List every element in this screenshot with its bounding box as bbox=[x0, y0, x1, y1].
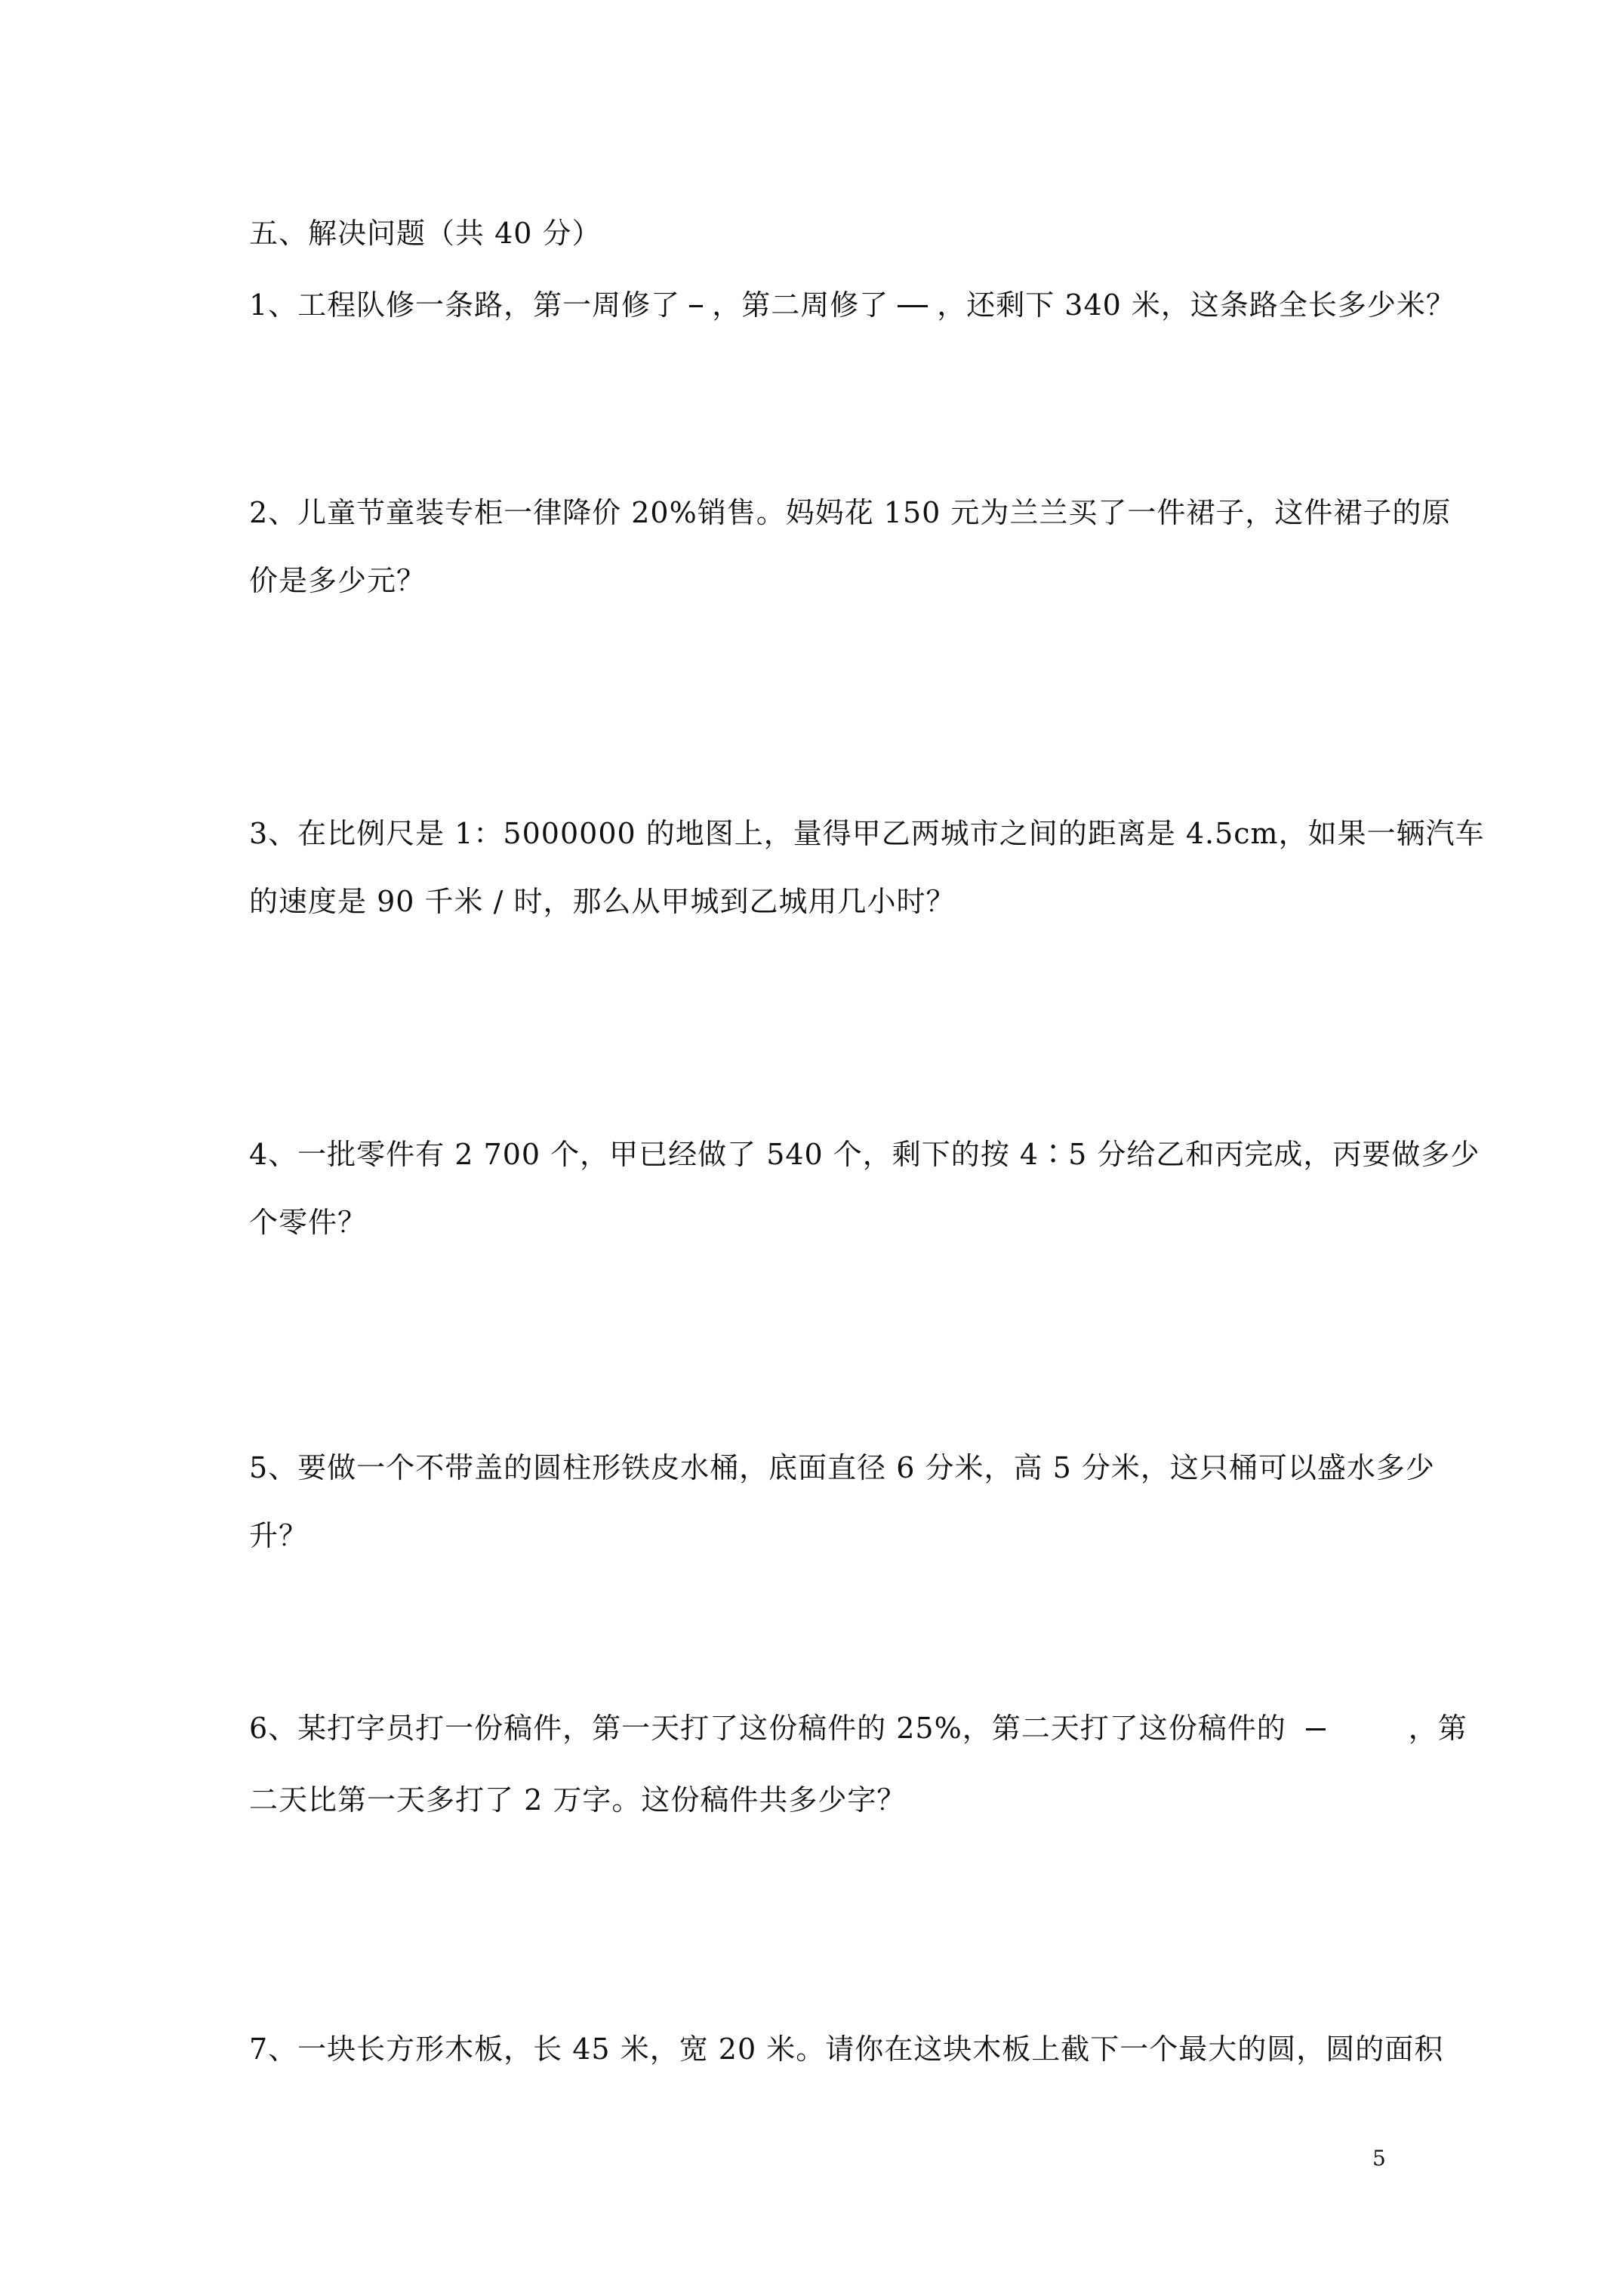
question-4-line-1: 4、一批零件有 2 700 个，甲已经做了 540 个，剩下的按 4∶5 分给乙和丙完成，丙要做多少 bbox=[249, 1138, 1480, 1171]
fraction-placeholder-2 bbox=[898, 305, 928, 307]
question-7-line-1: 7、一块长方形木板，长 45 米，宽 20 米。请你在这块木板上截下一个最大的圆，圆的面积 bbox=[249, 2032, 1444, 2066]
question-5-line-2: 升？ bbox=[249, 1519, 309, 1552]
question-1-text-c: ，还剩下 340 米，这条路全长多少米？ bbox=[937, 288, 1455, 322]
question-1-text-a: 1、工程队修一条路，第一周修了 bbox=[249, 288, 681, 322]
question-1 bbox=[249, 287, 1455, 323]
question-2-line-1: 2、儿童节童装专柜一律降价 20%销售。妈妈花 150 元为兰兰买了一件裙子，这件裙子的原 bbox=[249, 496, 1452, 529]
page-number: 5 bbox=[1372, 2146, 1386, 2171]
question-5-line-1: 5、要做一个不带盖的圆柱形铁皮水桶，底面直径 6 分米，高 5 分米，这只桶可以盛水多少 bbox=[249, 1451, 1435, 1484]
question-3-line-1: 3、在比例尺是 1：5000000 的地图上，量得甲乙两城市之间的距离是 4.5cm，如果一辆汽车 bbox=[249, 817, 1485, 850]
question-6-text-b: ，第 bbox=[1408, 1712, 1467, 1745]
question-3-line-2: 的速度是 90 千米 / 时，那么从甲城到乙城用几小时？ bbox=[249, 885, 956, 918]
fraction-placeholder-3 bbox=[1306, 1728, 1326, 1730]
question-6-line-2: 二天比第一天多打了 2 万字。这份稿件共多少字？ bbox=[249, 1783, 907, 1817]
fraction-placeholder-1 bbox=[689, 305, 703, 307]
question-2-line-2: 价是多少元？ bbox=[249, 564, 427, 597]
question-4-line-2: 个零件？ bbox=[249, 1206, 368, 1239]
section-title: 五、解决问题（共 40 分） bbox=[249, 217, 602, 250]
question-6-text-a: 6、某打字员打一份稿件，第一天打了这份稿件的 25%，第二天打了这份稿件的 bbox=[249, 1712, 1286, 1745]
question-1-text-b: ，第二周修了 bbox=[712, 288, 889, 322]
question-6-line-1 bbox=[249, 1710, 1467, 1746]
